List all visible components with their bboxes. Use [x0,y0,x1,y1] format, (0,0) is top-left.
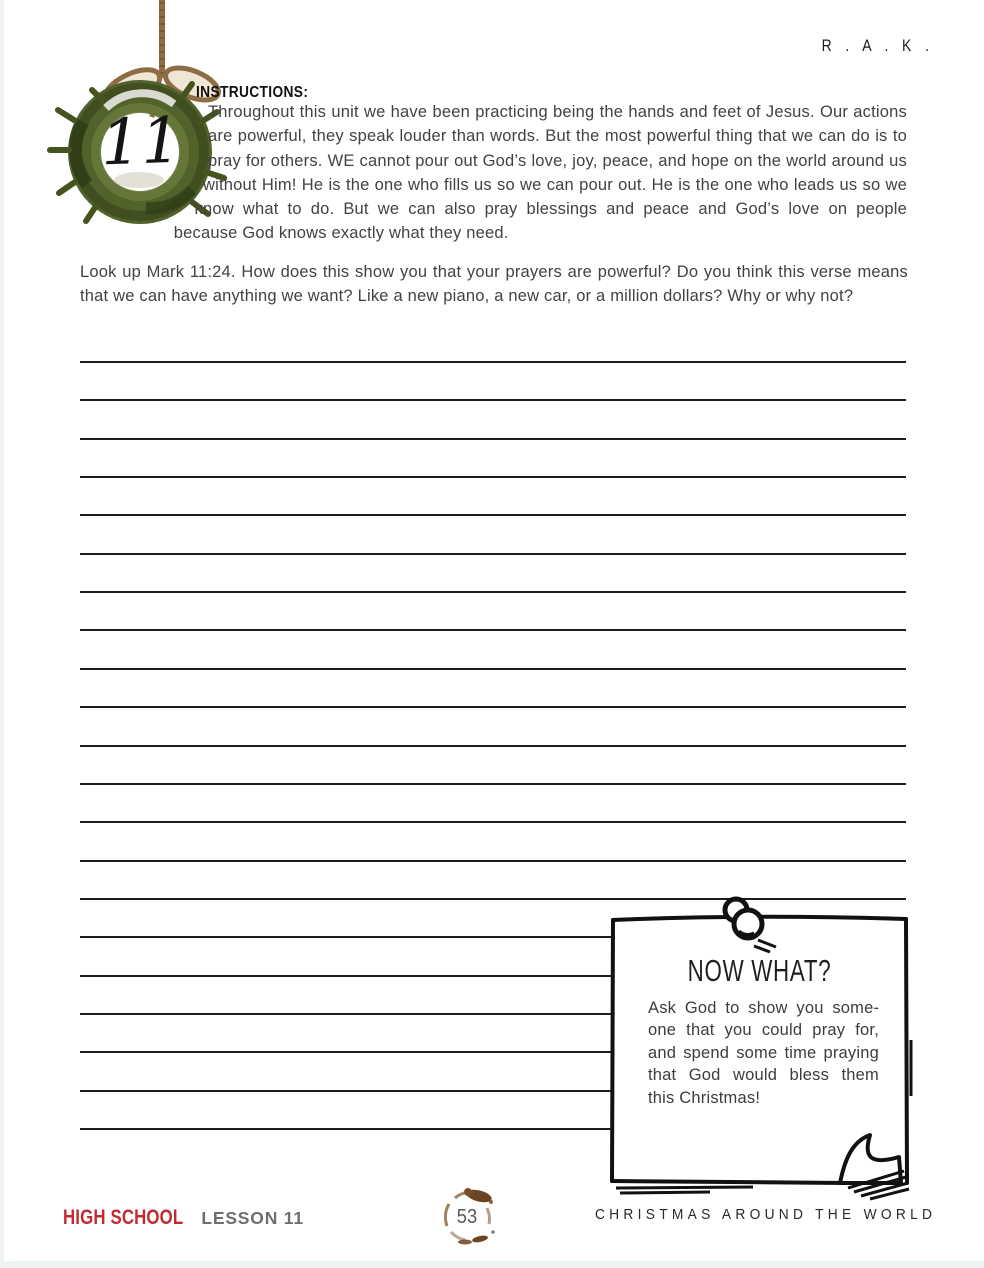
note-title: NOW WHAT? [687,953,832,988]
answer-line [80,900,621,938]
instructions-heading: INSTRUCTIONS: [196,84,309,101]
rak-header-label: R . A . K . [821,36,934,55]
answer-line [80,1092,621,1130]
answer-line [80,1053,621,1091]
instructions-text: Throughout this unit we have been practicing being the hands and feet of Jesus. Our actions are powerful, they speak louder than words. But the most powerful thing that we can do is to pray for others. WE cannot pour out God’s love, joy, peace, and hope on the world around us without Him! He is the one who fills us so we can pour out. He is the one who leads us so we know what to do. But we can also pray blessings and peace and God’s love on people because God knows exactly what they need. [173,103,907,243]
note-body: Ask God to show you someone that you could pray for, and spend some time praying that God would bless them this Christmas! [648,999,879,1107]
lesson-number: 11 [99,103,183,180]
left-page-edge [0,0,4,1268]
answer-line [80,977,621,1015]
page-number-stamp [435,1186,499,1250]
answer-line [80,325,906,363]
answer-line [80,555,906,593]
answer-line [80,708,906,746]
series-title: CHRISTMAS AROUND THE WORLD [594,1207,936,1223]
answer-line [80,747,906,785]
lesson-label: LESSON 11 [201,1208,304,1228]
question-text: Look up Mark 11:24. How does this show you that your prayers are powerful? Do you think this verse means that we can have anything we want? Like a new piano, a new car, or a million dollars? Why or why not? [80,263,908,306]
answer-line [80,516,906,554]
answer-line [80,631,906,669]
now-what-note [598,890,918,1205]
answer-line [80,1015,621,1053]
footer-lesson-info [63,1206,304,1230]
program-label: HIGH SCHOOL [63,1206,184,1229]
answer-line [80,478,906,516]
page-number: 53 [456,1206,478,1228]
answer-line [80,938,621,976]
instructions-body [150,100,907,246]
answer-line [80,401,906,439]
answer-line [80,823,906,861]
answer-line [80,670,906,708]
answer-line [80,785,906,823]
bottom-page-edge [0,1261,984,1268]
answer-line [80,440,906,478]
answer-line [80,363,906,401]
answer-line [80,593,906,631]
